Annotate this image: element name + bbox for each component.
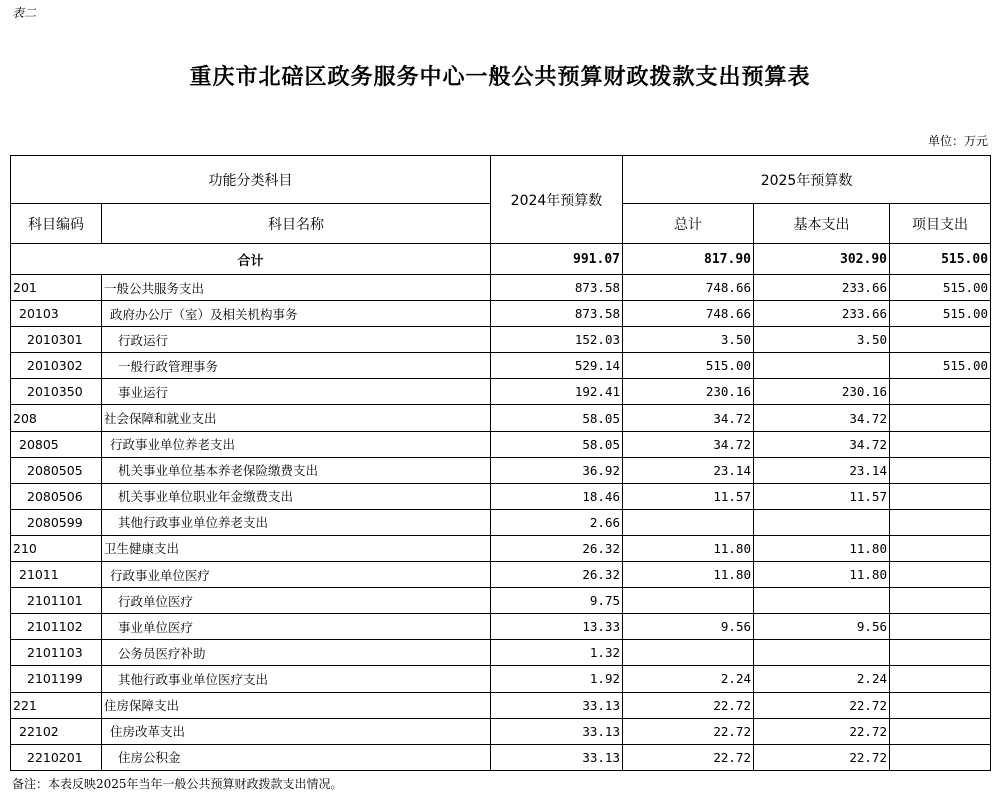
- row-total: 230.16: [623, 379, 754, 405]
- row-code: 2210201: [11, 744, 102, 770]
- row-name: 社会保障和就业支出: [102, 405, 491, 431]
- row-b2024: 152.03: [491, 327, 623, 353]
- row-b2024: 58.05: [491, 431, 623, 457]
- row-project: [890, 718, 991, 744]
- row-name: 一般公共服务支出: [102, 275, 491, 301]
- header-budget-2024: 2024年预算数: [491, 156, 623, 244]
- row-basic: 233.66: [754, 275, 890, 301]
- row-project: [890, 535, 991, 561]
- row-code: 2101102: [11, 614, 102, 640]
- header-func-class: 功能分类科目: [11, 156, 491, 204]
- row-b2024: 36.92: [491, 457, 623, 483]
- table-row: [11, 718, 991, 744]
- row-total: [623, 509, 754, 535]
- row-basic: [754, 588, 890, 614]
- row-b2024: 9.75: [491, 588, 623, 614]
- row-name: 事业运行: [102, 379, 491, 405]
- table-row: [11, 744, 991, 770]
- row-basic: 22.72: [754, 718, 890, 744]
- row-name: 其他行政事业单位养老支出: [102, 509, 491, 535]
- row-project: [890, 744, 991, 770]
- row-b2024: 18.46: [491, 483, 623, 509]
- row-project: [890, 431, 991, 457]
- row-code: 2080505: [11, 457, 102, 483]
- row-code: 2101103: [11, 640, 102, 666]
- table-row: [11, 509, 991, 535]
- row-basic: 230.16: [754, 379, 890, 405]
- row-b2024: 873.58: [491, 301, 623, 327]
- row-project: 515.00: [890, 275, 991, 301]
- row-basic: 22.72: [754, 744, 890, 770]
- row-code: 2101101: [11, 588, 102, 614]
- table-row: [11, 275, 991, 301]
- row-basic: 9.56: [754, 614, 890, 640]
- row-total: [623, 640, 754, 666]
- row-name: 其他行政事业单位医疗支出: [102, 666, 491, 692]
- row-total: 515.00: [623, 353, 754, 379]
- row-basic: 22.72: [754, 692, 890, 718]
- row-project: [890, 483, 991, 509]
- total-b2024: 991.07: [491, 244, 623, 275]
- row-code: 2010301: [11, 327, 102, 353]
- row-b2024: 26.32: [491, 535, 623, 561]
- row-b2024: 13.33: [491, 614, 623, 640]
- row-project: [890, 666, 991, 692]
- row-total: 22.72: [623, 744, 754, 770]
- row-name: 事业单位医疗: [102, 614, 491, 640]
- row-name: 机关事业单位职业年金缴费支出: [102, 483, 491, 509]
- row-total: 9.56: [623, 614, 754, 640]
- row-name: 卫生健康支出: [102, 535, 491, 561]
- row-b2024: 192.41: [491, 379, 623, 405]
- row-project: [890, 405, 991, 431]
- row-total: 22.72: [623, 718, 754, 744]
- row-code: 201: [11, 275, 102, 301]
- row-name: 政府办公厅（室）及相关机构事务: [102, 301, 491, 327]
- row-code: 2080506: [11, 483, 102, 509]
- row-name: 一般行政管理事务: [102, 353, 491, 379]
- table-row: [11, 327, 991, 353]
- row-total: 2.24: [623, 666, 754, 692]
- row-code: 2080599: [11, 509, 102, 535]
- row-basic: 23.14: [754, 457, 890, 483]
- row-basic: [754, 640, 890, 666]
- row-basic: [754, 353, 890, 379]
- total-total: 817.90: [623, 244, 754, 275]
- total-row: [11, 244, 991, 275]
- header-name: 科目名称: [102, 204, 491, 244]
- table-row: [11, 692, 991, 718]
- page-title: 重庆市北碚区政务服务中心一般公共预算财政拨款支出预算表: [189, 64, 811, 90]
- table-row: [11, 666, 991, 692]
- table-row: [11, 483, 991, 509]
- row-basic: [754, 509, 890, 535]
- table-row: [11, 379, 991, 405]
- row-project: 515.00: [890, 353, 991, 379]
- total-label: 合计: [11, 244, 491, 275]
- row-total: 11.57: [623, 483, 754, 509]
- table-row: [11, 614, 991, 640]
- header-project: 项目支出: [890, 204, 991, 244]
- row-name: 行政单位医疗: [102, 588, 491, 614]
- row-b2024: 1.92: [491, 666, 623, 692]
- row-code: 2010350: [11, 379, 102, 405]
- unit-label: 单位：万元: [927, 134, 988, 148]
- row-name: 公务员医疗补助: [102, 640, 491, 666]
- row-name: 行政事业单位医疗: [102, 562, 491, 588]
- row-name: 住房公积金: [102, 744, 491, 770]
- row-code: 2101199: [11, 666, 102, 692]
- row-total: 3.50: [623, 327, 754, 353]
- table-row: [11, 405, 991, 431]
- table-body: [11, 244, 991, 771]
- row-total: 748.66: [623, 301, 754, 327]
- row-project: [890, 692, 991, 718]
- row-b2024: 529.14: [491, 353, 623, 379]
- row-project: [890, 457, 991, 483]
- row-code: 20103: [11, 301, 102, 327]
- table-row: [11, 535, 991, 561]
- row-basic: 34.72: [754, 405, 890, 431]
- row-total: 11.80: [623, 562, 754, 588]
- row-code: 20805: [11, 431, 102, 457]
- row-code: 210: [11, 535, 102, 561]
- row-total: 748.66: [623, 275, 754, 301]
- row-total: [623, 588, 754, 614]
- row-basic: 3.50: [754, 327, 890, 353]
- row-project: [890, 509, 991, 535]
- header-budget-2025: 2025年预算数: [623, 156, 991, 204]
- table-row: [11, 640, 991, 666]
- header-basic: 基本支出: [754, 204, 890, 244]
- row-project: [890, 614, 991, 640]
- row-name: 机关事业单位基本养老保险缴费支出: [102, 457, 491, 483]
- row-basic: 2.24: [754, 666, 890, 692]
- table-row: [11, 562, 991, 588]
- table-row: [11, 353, 991, 379]
- row-b2024: 33.13: [491, 744, 623, 770]
- row-b2024: 33.13: [491, 718, 623, 744]
- row-name: 住房改革支出: [102, 718, 491, 744]
- row-total: 11.80: [623, 535, 754, 561]
- row-b2024: 2.66: [491, 509, 623, 535]
- header-total: 总计: [623, 204, 754, 244]
- row-name: 住房保障支出: [102, 692, 491, 718]
- row-total: 23.14: [623, 457, 754, 483]
- row-basic: 11.80: [754, 562, 890, 588]
- row-project: [890, 379, 991, 405]
- total-project: 515.00: [890, 244, 991, 275]
- header-code: 科目编码: [11, 204, 102, 244]
- footnote: 备注：本表反映2025年当年一般公共预算财政拨款支出情况。: [12, 777, 343, 791]
- table-row: [11, 588, 991, 614]
- row-project: [890, 562, 991, 588]
- row-project: [890, 327, 991, 353]
- table-row: [11, 301, 991, 327]
- table-row: [11, 457, 991, 483]
- row-project: [890, 588, 991, 614]
- row-b2024: 58.05: [491, 405, 623, 431]
- row-b2024: 1.32: [491, 640, 623, 666]
- budget-table: [10, 155, 991, 771]
- row-code: 2010302: [11, 353, 102, 379]
- row-total: 34.72: [623, 431, 754, 457]
- row-code: 22102: [11, 718, 102, 744]
- row-total: 22.72: [623, 692, 754, 718]
- row-code: 21011: [11, 562, 102, 588]
- row-project: [890, 640, 991, 666]
- total-basic: 302.90: [754, 244, 890, 275]
- row-basic: 34.72: [754, 431, 890, 457]
- row-total: 34.72: [623, 405, 754, 431]
- row-code: 221: [11, 692, 102, 718]
- row-b2024: 33.13: [491, 692, 623, 718]
- row-b2024: 873.58: [491, 275, 623, 301]
- row-basic: 11.57: [754, 483, 890, 509]
- document-label: 表二: [12, 6, 37, 20]
- row-name: 行政运行: [102, 327, 491, 353]
- row-project: 515.00: [890, 301, 991, 327]
- table-row: [11, 431, 991, 457]
- row-basic: 11.80: [754, 535, 890, 561]
- row-code: 208: [11, 405, 102, 431]
- row-b2024: 26.32: [491, 562, 623, 588]
- row-name: 行政事业单位养老支出: [102, 431, 491, 457]
- row-basic: 233.66: [754, 301, 890, 327]
